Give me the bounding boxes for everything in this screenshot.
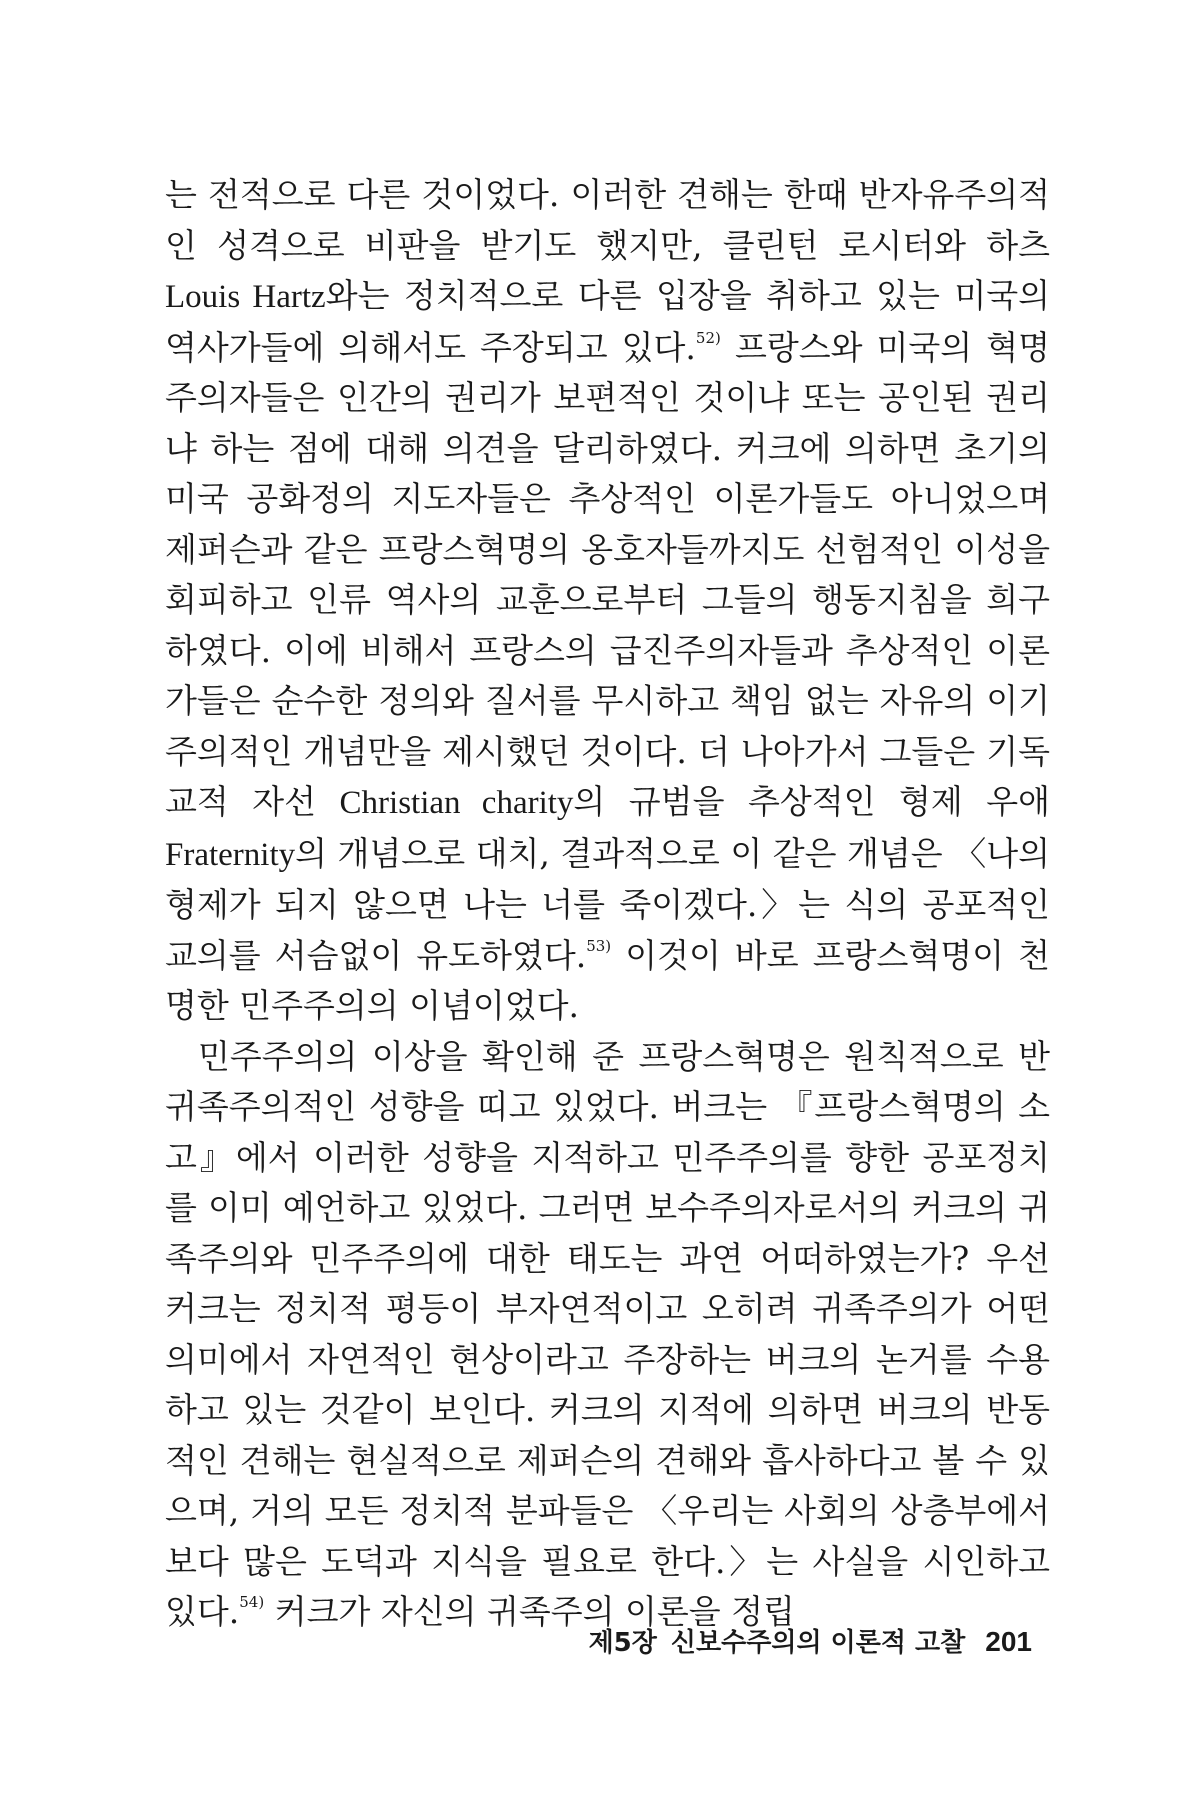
text-run: 프랑스와 미국의 혁명주의자들은 인간의 권리가 보편적인 것이냐 또는 공인된 권리냐 하는 점에 대해 의견을 달리하였다. 커크에 의하면 초기의 미국 공화정의 지도자들은 추상적인 이론가들도 아니었으며 제퍼슨과 같은 프랑스혁명의 옹호자들까지도 선험적인 이성을 회피하고 인류 역사의 교훈으로부터 그들의 행동지침을 희구하였다. 이에 비해서 프랑스의 급진주의자들과 추상적인 이론가들은 순수한 정의와 질서를 무시하고 책임 없는 자유의 이기주의적인 개념만을 제시했던 것이다. 더 나아가서 그들은 기독교적 자선 — [165, 327, 1050, 821]
page-number: 201 — [985, 1626, 1032, 1657]
text-run: 와는 정치적으로 다른 입장을 취하고 있는 미국의 역사가들에 의해서도 주장되고 있다. — [165, 276, 1051, 367]
text-run: 민주주의의 이상을 확인해 준 프랑스혁명은 원칙적으로 반귀족주의적인 성향을 띠고 있었다. 버크는 『프랑스혁명의 소고』에서 이러한 성향을 지적하고 민주주의를 향한 공포정치를 이미 예언하고 있었다. 그러면 보수주의자로서의 커크의 귀족주의와 민주주의에 대한 태도는 과연 어떠하였는가? 우선 커크는 정치적 평등이 부자연적이고 오히려 귀족주의가 어떤 의미에서 자연적인 현상이라고 주장하는 버크의 논거를 수용하고 있는 것같이 보인다. 커크의 지적에 의하면 버크의 반동적인 견해는 현실적으로 제퍼슨의 견해와 흡사하다고 볼 수 있으며, 거의 모든 정치적 분파들은 〈우리는 사회의 상층부에서 보다 많은 도덕과 지식을 필요로 한다.〉는 사실을 시인하고 있다. — [165, 1036, 1050, 1631]
footnote-marker-53: 53) — [586, 936, 612, 955]
foreign-term: Christian charity — [339, 785, 574, 821]
text-run: 의 개념으로 대치, 결과적으로 이 같은 개념은 〈나의 형제가 되지 않으면 나는 너를 죽이겠다.〉는 식의 공포적인 교의를 서슴없이 유도하였다. — [165, 833, 1050, 975]
body-text — [165, 170, 1050, 1638]
text-run: 는 전적으로 다른 것이었다. 이러한 견해는 한때 반자유주의적인 성격으로 비판을 받기도 했지만, 클린턴 로시터와 하츠 — [165, 175, 1050, 265]
text-run: 이것이 바로 프랑스혁명이 천명한 민주주의의 이념이었다. — [165, 935, 1050, 1025]
chapter-label: 제5장 — [588, 1628, 657, 1658]
running-footer — [589, 1622, 1032, 1659]
text-run: 의 규범을 추상적인 형제 우애 — [573, 782, 1050, 821]
paragraph-1 — [165, 170, 1050, 1032]
chapter-title: 신보수주의의 이론적 고찰 — [670, 1628, 966, 1658]
text-run: 커크가 자신의 귀족주의 이론을 정립 — [264, 1592, 795, 1631]
paragraph-2 — [165, 1032, 1050, 1638]
footnote-marker-52: 52) — [695, 328, 721, 347]
foreign-term: Fraternity — [165, 836, 296, 873]
footnote-marker-54: 54) — [239, 1593, 265, 1611]
foreign-term: Louis Hartz — [165, 279, 326, 315]
